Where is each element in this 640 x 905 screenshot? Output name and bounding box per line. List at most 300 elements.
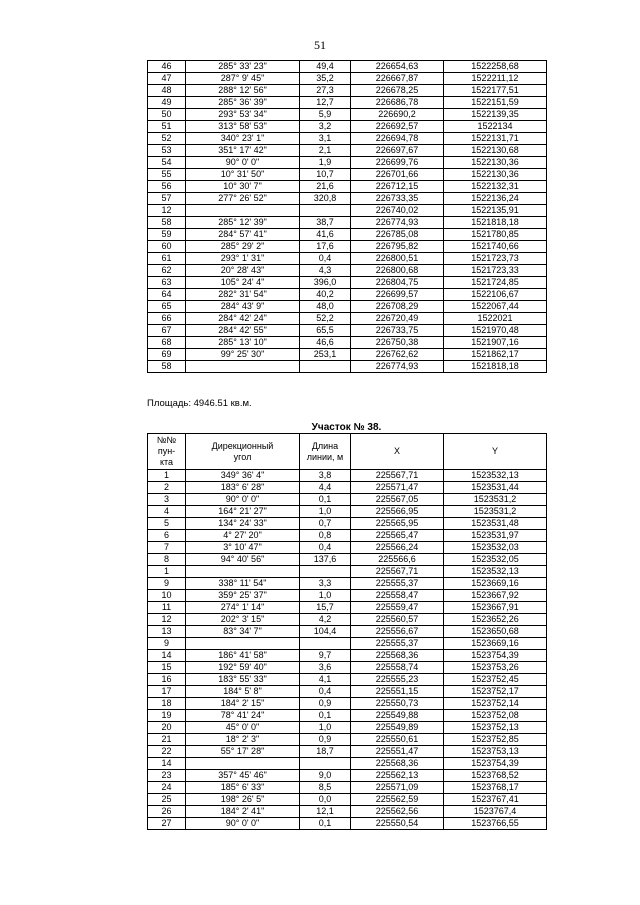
point-number-cell: 26	[148, 806, 186, 818]
direction-angle-cell: 340° 23' 1"	[186, 133, 300, 145]
line-length-cell	[300, 361, 351, 373]
plot-38-coordinates-table	[147, 433, 547, 830]
point-number-cell: 24	[148, 782, 186, 794]
point-number-cell: 60	[148, 241, 186, 253]
y-coordinate-cell: 1523754,39	[444, 758, 547, 770]
point-number-cell: 65	[148, 301, 186, 313]
y-coordinate-cell: 1522135,91	[444, 205, 547, 217]
x-coordinate-cell: 226686,78	[351, 97, 444, 109]
table-row	[148, 277, 547, 289]
table-row	[148, 494, 547, 506]
y-coordinate-cell: 1522139,35	[444, 109, 547, 121]
table-row	[148, 265, 547, 277]
table-row	[148, 650, 547, 662]
table-row	[148, 590, 547, 602]
y-coordinate-cell: 1522177,51	[444, 85, 547, 97]
point-number-cell: 64	[148, 289, 186, 301]
table-row	[148, 325, 547, 337]
table-row	[148, 193, 547, 205]
point-number-cell: 59	[148, 229, 186, 241]
table-row	[148, 349, 547, 361]
point-number-cell: 62	[148, 265, 186, 277]
x-coordinate-cell: 226733,75	[351, 325, 444, 337]
table-row	[148, 253, 547, 265]
direction-angle-cell: 285° 33' 23"	[186, 61, 300, 73]
table-row	[148, 782, 547, 794]
table-row	[148, 794, 547, 806]
x-coordinate-cell: 226762,62	[351, 349, 444, 361]
y-coordinate-cell: 1523531,44	[444, 482, 547, 494]
table-row	[148, 626, 547, 638]
y-coordinate-cell: 1523768,17	[444, 782, 547, 794]
direction-angle-cell: 10° 31' 50"	[186, 169, 300, 181]
x-coordinate-cell: 226740,02	[351, 205, 444, 217]
direction-angle-cell: 134° 24' 33"	[186, 518, 300, 530]
y-coordinate-cell: 1521862,17	[444, 349, 547, 361]
y-coordinate-cell: 1521818,18	[444, 217, 547, 229]
table-row	[148, 157, 547, 169]
direction-angle-cell: 94° 40' 56"	[186, 554, 300, 566]
point-number-cell: 10	[148, 590, 186, 602]
direction-angle-cell: 164° 21' 27"	[186, 506, 300, 518]
direction-angle-cell: 284° 42' 24"	[186, 313, 300, 325]
y-coordinate-cell: 1523767,41	[444, 794, 547, 806]
point-number-cell: 57	[148, 193, 186, 205]
coordinates-table-continued	[147, 60, 547, 373]
x-coordinate-cell: 225550,54	[351, 818, 444, 830]
direction-angle-cell: 90° 0' 0"	[186, 818, 300, 830]
direction-angle-cell: 277° 26' 52"	[186, 193, 300, 205]
line-length-cell: 41,6	[300, 229, 351, 241]
line-length-cell: 137,6	[300, 554, 351, 566]
y-coordinate-cell: 1521723,73	[444, 253, 547, 265]
direction-angle-cell: 90° 0' 0"	[186, 157, 300, 169]
line-length-cell: 12,1	[300, 806, 351, 818]
y-coordinate-cell: 1523532,03	[444, 542, 547, 554]
direction-angle-cell: 351° 17' 42"	[186, 145, 300, 157]
x-coordinate-cell: 226697,67	[351, 145, 444, 157]
direction-angle-cell: 186° 41' 58"	[186, 650, 300, 662]
point-number-cell: 67	[148, 325, 186, 337]
direction-angle-cell	[186, 566, 300, 578]
point-number-cell: 54	[148, 157, 186, 169]
line-length-cell: 0,7	[300, 518, 351, 530]
y-coordinate-cell: 1523667,91	[444, 602, 547, 614]
x-coordinate-cell: 225550,61	[351, 734, 444, 746]
line-length-cell: 52,2	[300, 313, 351, 325]
direction-angle-cell: 287° 9' 45"	[186, 73, 300, 85]
table-row	[148, 506, 547, 518]
point-number-cell: 51	[148, 121, 186, 133]
y-coordinate-cell: 1522106,67	[444, 289, 547, 301]
line-length-cell: 8,5	[300, 782, 351, 794]
y-coordinate-cell: 1523753,26	[444, 662, 547, 674]
point-number-cell: 58	[148, 361, 186, 373]
direction-angle-cell: 198° 26' 5"	[186, 794, 300, 806]
x-coordinate-cell: 225558,47	[351, 590, 444, 602]
y-coordinate-cell: 1523752,13	[444, 722, 547, 734]
direction-angle-cell: 192° 59' 40"	[186, 662, 300, 674]
table-row	[148, 746, 547, 758]
x-coordinate-cell: 225562,59	[351, 794, 444, 806]
x-coordinate-cell: 225567,05	[351, 494, 444, 506]
table-row	[148, 578, 547, 590]
y-coordinate-cell: 1522151,59	[444, 97, 547, 109]
x-coordinate-cell: 226712,15	[351, 181, 444, 193]
y-coordinate-cell: 1523768,52	[444, 770, 547, 782]
line-length-cell: 0,1	[300, 818, 351, 830]
y-coordinate-cell: 1523532,13	[444, 470, 547, 482]
direction-angle-cell: 184° 5' 8"	[186, 686, 300, 698]
direction-angle-cell: 90° 0' 0"	[186, 494, 300, 506]
direction-angle-cell: 183° 6' 28"	[186, 482, 300, 494]
table-row	[148, 169, 547, 181]
direction-angle-cell: 184° 2' 41"	[186, 806, 300, 818]
direction-angle-cell: 274° 1' 14"	[186, 602, 300, 614]
line-length-cell: 3,1	[300, 133, 351, 145]
y-coordinate-cell: 1522130,68	[444, 145, 547, 157]
y-coordinate-cell: 1523531,2	[444, 494, 547, 506]
point-number-cell: 1	[148, 470, 186, 482]
x-coordinate-cell: 225566,95	[351, 506, 444, 518]
point-number-cell: 14	[148, 758, 186, 770]
y-coordinate-cell: 1523669,16	[444, 638, 547, 650]
x-coordinate-cell: 226774,93	[351, 217, 444, 229]
line-length-cell: 48,0	[300, 301, 351, 313]
line-length-cell: 4,3	[300, 265, 351, 277]
point-number-cell: 52	[148, 133, 186, 145]
line-length-cell: 3,3	[300, 578, 351, 590]
x-coordinate-cell: 225555,37	[351, 638, 444, 650]
direction-angle-cell: 285° 12' 39"	[186, 217, 300, 229]
direction-angle-cell: 45° 0' 0"	[186, 722, 300, 734]
direction-angle-cell	[186, 638, 300, 650]
line-length-cell: 253,1	[300, 349, 351, 361]
point-number-cell: 69	[148, 349, 186, 361]
y-coordinate-cell: 1522130,36	[444, 157, 547, 169]
y-coordinate-cell: 1523753,13	[444, 746, 547, 758]
line-length-cell	[300, 205, 351, 217]
point-number-cell: 25	[148, 794, 186, 806]
point-number-cell: 3	[148, 494, 186, 506]
x-coordinate-cell: 225551,15	[351, 686, 444, 698]
point-number-cell: 18	[148, 698, 186, 710]
table-row	[148, 818, 547, 830]
x-coordinate-cell: 225568,36	[351, 650, 444, 662]
direction-angle-cell: 185° 6' 33"	[186, 782, 300, 794]
point-number-cell: 7	[148, 542, 186, 554]
table-row	[148, 518, 547, 530]
point-number-cell: 21	[148, 734, 186, 746]
table-row	[148, 217, 547, 229]
x-coordinate-cell: 225565,47	[351, 530, 444, 542]
y-coordinate-cell: 1523532,13	[444, 566, 547, 578]
line-length-cell: 1,0	[300, 590, 351, 602]
point-number-cell: 56	[148, 181, 186, 193]
x-coordinate-cell: 225559,47	[351, 602, 444, 614]
point-number-cell: 9	[148, 638, 186, 650]
table-row	[148, 241, 547, 253]
table-row	[148, 181, 547, 193]
line-length-cell: 27,3	[300, 85, 351, 97]
y-coordinate-cell: 1522130,36	[444, 169, 547, 181]
direction-angle-cell: 10° 30' 7"	[186, 181, 300, 193]
header-direction-angle: Дирекционный угол	[186, 434, 300, 470]
line-length-cell: 65,5	[300, 325, 351, 337]
direction-angle-cell: 288° 12' 56"	[186, 85, 300, 97]
x-coordinate-cell: 225551,47	[351, 746, 444, 758]
y-coordinate-cell: 1521723,33	[444, 265, 547, 277]
x-coordinate-cell: 226795,82	[351, 241, 444, 253]
line-length-cell: 104,4	[300, 626, 351, 638]
point-number-cell: 6	[148, 530, 186, 542]
point-number-cell: 19	[148, 710, 186, 722]
point-number-cell: 66	[148, 313, 186, 325]
point-number-cell: 11	[148, 602, 186, 614]
point-number-cell: 47	[148, 73, 186, 85]
x-coordinate-cell: 226750,38	[351, 337, 444, 349]
x-coordinate-cell: 226708,29	[351, 301, 444, 313]
direction-angle-cell: 284° 43' 9"	[186, 301, 300, 313]
x-coordinate-cell: 226690,2	[351, 109, 444, 121]
point-number-cell: 8	[148, 554, 186, 566]
table-row	[148, 301, 547, 313]
x-coordinate-cell: 225567,71	[351, 470, 444, 482]
x-coordinate-cell: 226692,57	[351, 121, 444, 133]
point-number-cell: 22	[148, 746, 186, 758]
y-coordinate-cell: 1523766,55	[444, 818, 547, 830]
table-row	[148, 722, 547, 734]
line-length-cell: 1,0	[300, 722, 351, 734]
y-coordinate-cell: 1521780,85	[444, 229, 547, 241]
table-row	[148, 85, 547, 97]
line-length-cell: 0,9	[300, 698, 351, 710]
x-coordinate-cell: 226774,93	[351, 361, 444, 373]
x-coordinate-cell: 226720,49	[351, 313, 444, 325]
line-length-cell	[300, 638, 351, 650]
x-coordinate-cell: 225566,24	[351, 542, 444, 554]
area-text: Площадь: 4946.51 кв.м.	[147, 398, 252, 409]
table-row	[148, 229, 547, 241]
y-coordinate-cell: 1523667,92	[444, 590, 547, 602]
line-length-cell: 3,2	[300, 121, 351, 133]
table-row	[148, 61, 547, 73]
line-length-cell: 49,4	[300, 61, 351, 73]
direction-angle-cell: 313° 58' 53"	[186, 121, 300, 133]
table-row	[148, 73, 547, 85]
line-length-cell: 18,7	[300, 746, 351, 758]
point-number-cell: 15	[148, 662, 186, 674]
table-row	[148, 121, 547, 133]
x-coordinate-cell: 226733,35	[351, 193, 444, 205]
point-number-cell: 23	[148, 770, 186, 782]
line-length-cell: 46,6	[300, 337, 351, 349]
table-row	[148, 758, 547, 770]
point-number-cell: 12	[148, 614, 186, 626]
table-row	[148, 361, 547, 373]
x-coordinate-cell: 225571,09	[351, 782, 444, 794]
x-coordinate-cell: 226694,78	[351, 133, 444, 145]
point-number-cell: 9	[148, 578, 186, 590]
x-coordinate-cell: 225550,73	[351, 698, 444, 710]
direction-angle-cell: 284° 42' 55"	[186, 325, 300, 337]
direction-angle-cell: 285° 13' 10"	[186, 337, 300, 349]
direction-angle-cell	[186, 205, 300, 217]
direction-angle-cell: 18° 2' 3"	[186, 734, 300, 746]
y-coordinate-cell: 1523531,97	[444, 530, 547, 542]
table-row	[148, 614, 547, 626]
line-length-cell: 15,7	[300, 602, 351, 614]
line-length-cell: 3,6	[300, 662, 351, 674]
line-length-cell: 35,2	[300, 73, 351, 85]
direction-angle-cell: 184° 2' 15"	[186, 698, 300, 710]
table-row	[148, 734, 547, 746]
y-coordinate-cell: 1522132,31	[444, 181, 547, 193]
direction-angle-cell: 349° 36' 4"	[186, 470, 300, 482]
table-row	[148, 638, 547, 650]
y-coordinate-cell: 1521740,66	[444, 241, 547, 253]
x-coordinate-cell: 226800,51	[351, 253, 444, 265]
point-number-cell: 61	[148, 253, 186, 265]
table-row	[148, 566, 547, 578]
point-number-cell: 13	[148, 626, 186, 638]
point-number-cell: 63	[148, 277, 186, 289]
direction-angle-cell: 357° 45' 46"	[186, 770, 300, 782]
direction-angle-cell: 338° 11' 54"	[186, 578, 300, 590]
y-coordinate-cell: 1523531,2	[444, 506, 547, 518]
direction-angle-cell: 83° 34' 7"	[186, 626, 300, 638]
line-length-cell	[300, 566, 351, 578]
line-length-cell: 4,1	[300, 674, 351, 686]
point-number-cell: 1	[148, 566, 186, 578]
x-coordinate-cell: 226699,57	[351, 289, 444, 301]
y-coordinate-cell: 1523767,4	[444, 806, 547, 818]
table-row	[148, 698, 547, 710]
direction-angle-cell: 285° 36' 39"	[186, 97, 300, 109]
line-length-cell: 2,1	[300, 145, 351, 157]
table-row	[148, 97, 547, 109]
x-coordinate-cell: 225549,89	[351, 722, 444, 734]
y-coordinate-cell: 1522258,68	[444, 61, 547, 73]
table-row	[148, 542, 547, 554]
x-coordinate-cell: 225562,56	[351, 806, 444, 818]
x-coordinate-cell: 226701,66	[351, 169, 444, 181]
y-coordinate-cell: 1522211,12	[444, 73, 547, 85]
y-coordinate-cell: 1523531,48	[444, 518, 547, 530]
direction-angle-cell	[186, 758, 300, 770]
x-coordinate-cell: 225562,13	[351, 770, 444, 782]
point-number-cell: 55	[148, 169, 186, 181]
point-number-cell: 58	[148, 217, 186, 229]
direction-angle-cell	[186, 361, 300, 373]
point-number-cell: 16	[148, 674, 186, 686]
point-number-cell: 27	[148, 818, 186, 830]
y-coordinate-cell: 1521970,48	[444, 325, 547, 337]
direction-angle-cell: 282° 31' 54"	[186, 289, 300, 301]
table-row	[148, 482, 547, 494]
table-row	[148, 313, 547, 325]
line-length-cell: 0,4	[300, 542, 351, 554]
line-length-cell: 10,7	[300, 169, 351, 181]
direction-angle-cell: 285° 29' 2"	[186, 241, 300, 253]
x-coordinate-cell: 226678,25	[351, 85, 444, 97]
direction-angle-cell: 105° 24' 4"	[186, 277, 300, 289]
line-length-cell	[300, 758, 351, 770]
line-length-cell: 38,7	[300, 217, 351, 229]
table-row	[148, 710, 547, 722]
direction-angle-cell: 3° 10' 47"	[186, 542, 300, 554]
line-length-cell: 0,0	[300, 794, 351, 806]
point-number-cell: 68	[148, 337, 186, 349]
x-coordinate-cell: 225567,71	[351, 566, 444, 578]
x-coordinate-cell: 225558,74	[351, 662, 444, 674]
table-row	[148, 530, 547, 542]
direction-angle-cell: 359° 25' 37"	[186, 590, 300, 602]
line-length-cell: 0,8	[300, 530, 351, 542]
y-coordinate-cell: 1522067,44	[444, 301, 547, 313]
y-coordinate-cell: 1523752,08	[444, 710, 547, 722]
header-x: X	[351, 434, 444, 470]
point-number-cell: 46	[148, 61, 186, 73]
direction-angle-cell: 284° 57' 41"	[186, 229, 300, 241]
y-coordinate-cell: 1523754,39	[444, 650, 547, 662]
y-coordinate-cell: 1523752,85	[444, 734, 547, 746]
x-coordinate-cell: 226804,75	[351, 277, 444, 289]
point-number-cell: 20	[148, 722, 186, 734]
table-row	[148, 289, 547, 301]
x-coordinate-cell: 225555,23	[351, 674, 444, 686]
line-length-cell: 17,6	[300, 241, 351, 253]
direction-angle-cell: 20° 28' 43"	[186, 265, 300, 277]
line-length-cell: 1,0	[300, 506, 351, 518]
table-row	[148, 133, 547, 145]
x-coordinate-cell: 225560,57	[351, 614, 444, 626]
y-coordinate-cell: 1523532,05	[444, 554, 547, 566]
x-coordinate-cell: 225565,95	[351, 518, 444, 530]
line-length-cell: 12,7	[300, 97, 351, 109]
line-length-cell: 3,8	[300, 470, 351, 482]
line-length-cell: 0,4	[300, 686, 351, 698]
x-coordinate-cell: 225566,6	[351, 554, 444, 566]
y-coordinate-cell: 1522134	[444, 121, 547, 133]
coordinates-table-body	[148, 61, 547, 373]
direction-angle-cell: 4° 27' 20"	[186, 530, 300, 542]
table-row	[148, 109, 547, 121]
x-coordinate-cell: 225549,88	[351, 710, 444, 722]
y-coordinate-cell: 1521818,18	[444, 361, 547, 373]
line-length-cell: 21,6	[300, 181, 351, 193]
y-coordinate-cell: 1523652,26	[444, 614, 547, 626]
y-coordinate-cell: 1523752,45	[444, 674, 547, 686]
line-length-cell: 40,2	[300, 289, 351, 301]
line-length-cell: 4,4	[300, 482, 351, 494]
y-coordinate-cell: 1522131,71	[444, 133, 547, 145]
table-row	[148, 602, 547, 614]
table-row	[148, 554, 547, 566]
line-length-cell: 0,4	[300, 253, 351, 265]
header-y: Y	[444, 434, 547, 470]
page-number: 51	[314, 38, 326, 52]
direction-angle-cell: 293° 1' 31"	[186, 253, 300, 265]
line-length-cell: 396,0	[300, 277, 351, 289]
direction-angle-cell: 183° 55' 33"	[186, 674, 300, 686]
line-length-cell: 320,8	[300, 193, 351, 205]
point-number-cell: 48	[148, 85, 186, 97]
direction-angle-cell: 78° 41' 24"	[186, 710, 300, 722]
table-row	[148, 205, 547, 217]
table-row	[148, 470, 547, 482]
line-length-cell: 9,7	[300, 650, 351, 662]
